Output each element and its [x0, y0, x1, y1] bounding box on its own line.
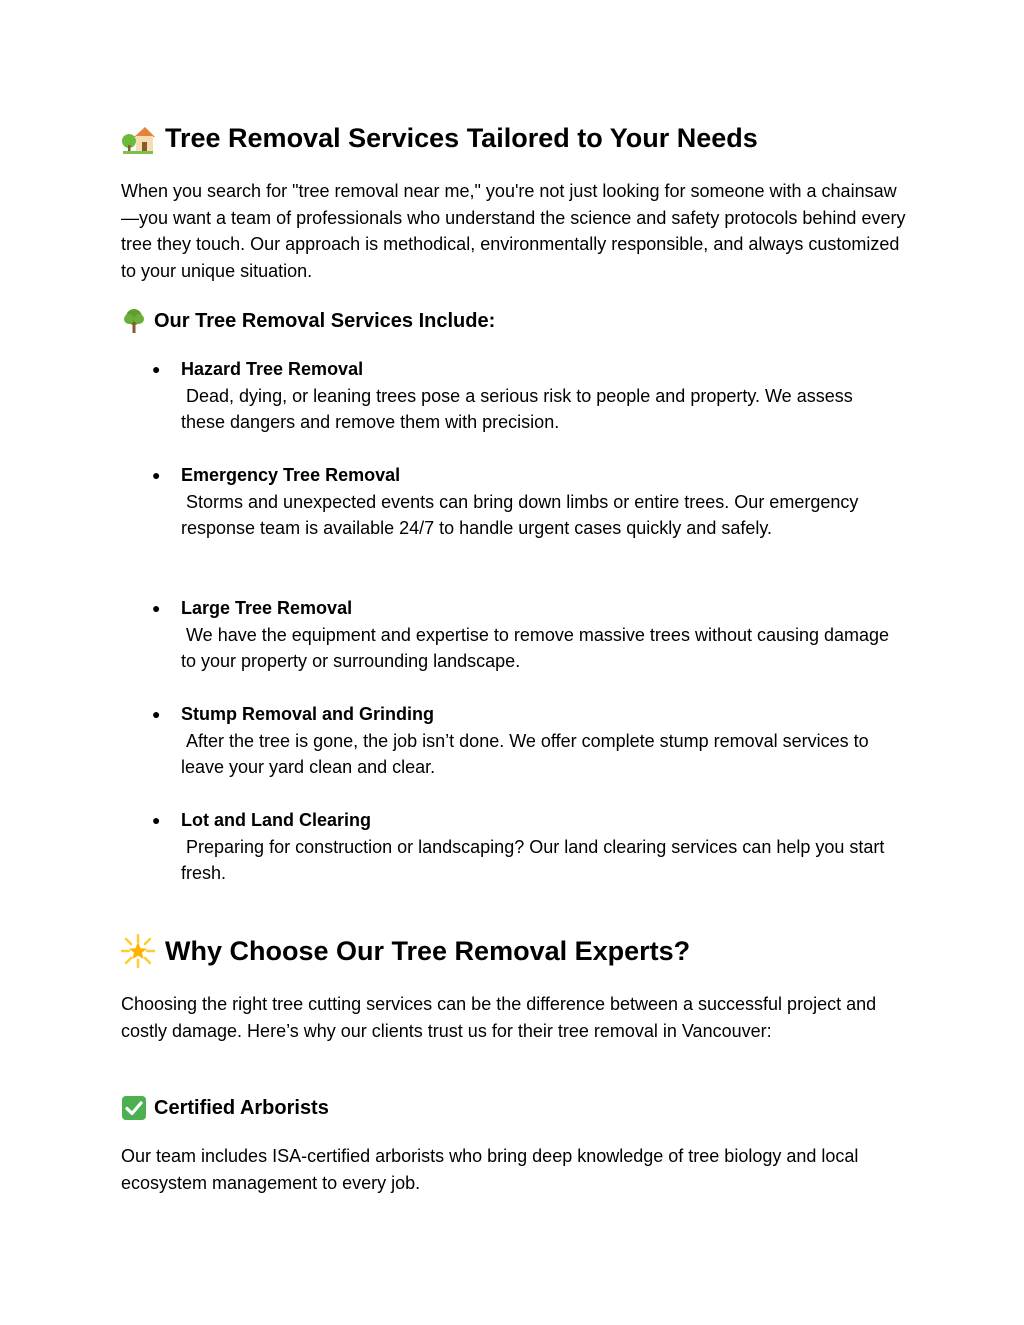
list-item-description: After the tree is gone, the job isn’t done. We offer complete stump removal services to leave your yard clean and clear.	[181, 730, 874, 777]
bullet-icon: ●	[152, 361, 161, 377]
deciduous-tree-icon	[121, 308, 147, 334]
section-heading-services	[121, 121, 758, 155]
house-with-garden-icon	[121, 121, 155, 155]
why-choose-paragraph: Choosing the right tree cutting services can be the difference between a successful project and costly damage. Here’s why our clients trust us for their tree removal in Vancouver:	[121, 994, 877, 1041]
list-item-description: Preparing for construction or landscaping? Our land clearing services can help you start fresh.	[181, 836, 890, 883]
list-item-title: Stump Removal and Grinding	[181, 704, 435, 724]
check-mark-button-icon	[121, 1095, 147, 1121]
bullet-icon: ●	[152, 467, 161, 483]
subheading-text: Certified Arborists	[154, 1097, 329, 1119]
intro-paragraph: When you search for "tree removal near me," you're not just looking for someone with a chainsaw—you want a team of professionals who understand the science and safety protocols behind every tree they touch. Our approach is methodical, environmentally responsible, and always customized to your unique situation.	[121, 181, 906, 281]
subheading-services-include	[121, 308, 495, 334]
section-heading-why-choose	[121, 934, 690, 968]
list-item-title: Large Tree Removal	[181, 598, 353, 618]
bullet-icon: ●	[152, 600, 161, 616]
list-item-title: Lot and Land Clearing	[181, 810, 372, 830]
list-item-description: Storms and unexpected events can bring down limbs or entire trees. Our emergency response team is available 24/7 to handle urgent cases quickly and safely.	[181, 491, 864, 538]
list-item-title: Hazard Tree Removal	[181, 359, 364, 379]
list-item-title: Emergency Tree Removal	[181, 465, 401, 485]
list-item-description: Dead, dying, or leaning trees pose a serious risk to people and property. We assess these dangers and remove them with precision.	[181, 385, 858, 432]
glowing-star-icon	[121, 934, 155, 968]
section-heading-text: Why Choose Our Tree Removal Experts?	[165, 936, 691, 966]
subheading-certified-arborists	[121, 1095, 329, 1121]
subheading-text: Our Tree Removal Services Include:	[154, 310, 496, 332]
bullet-icon: ●	[152, 706, 161, 722]
section-heading-text: Tree Removal Services Tailored to Your Needs	[165, 123, 758, 153]
bullet-icon: ●	[152, 812, 161, 828]
list-item-description: We have the equipment and expertise to remove massive trees without causing damage to your property or surrounding landscape.	[181, 624, 895, 671]
arborists-paragraph: Our team includes ISA-certified arborists who bring deep knowledge of tree biology and local ecosystem management to every job.	[121, 1146, 859, 1193]
